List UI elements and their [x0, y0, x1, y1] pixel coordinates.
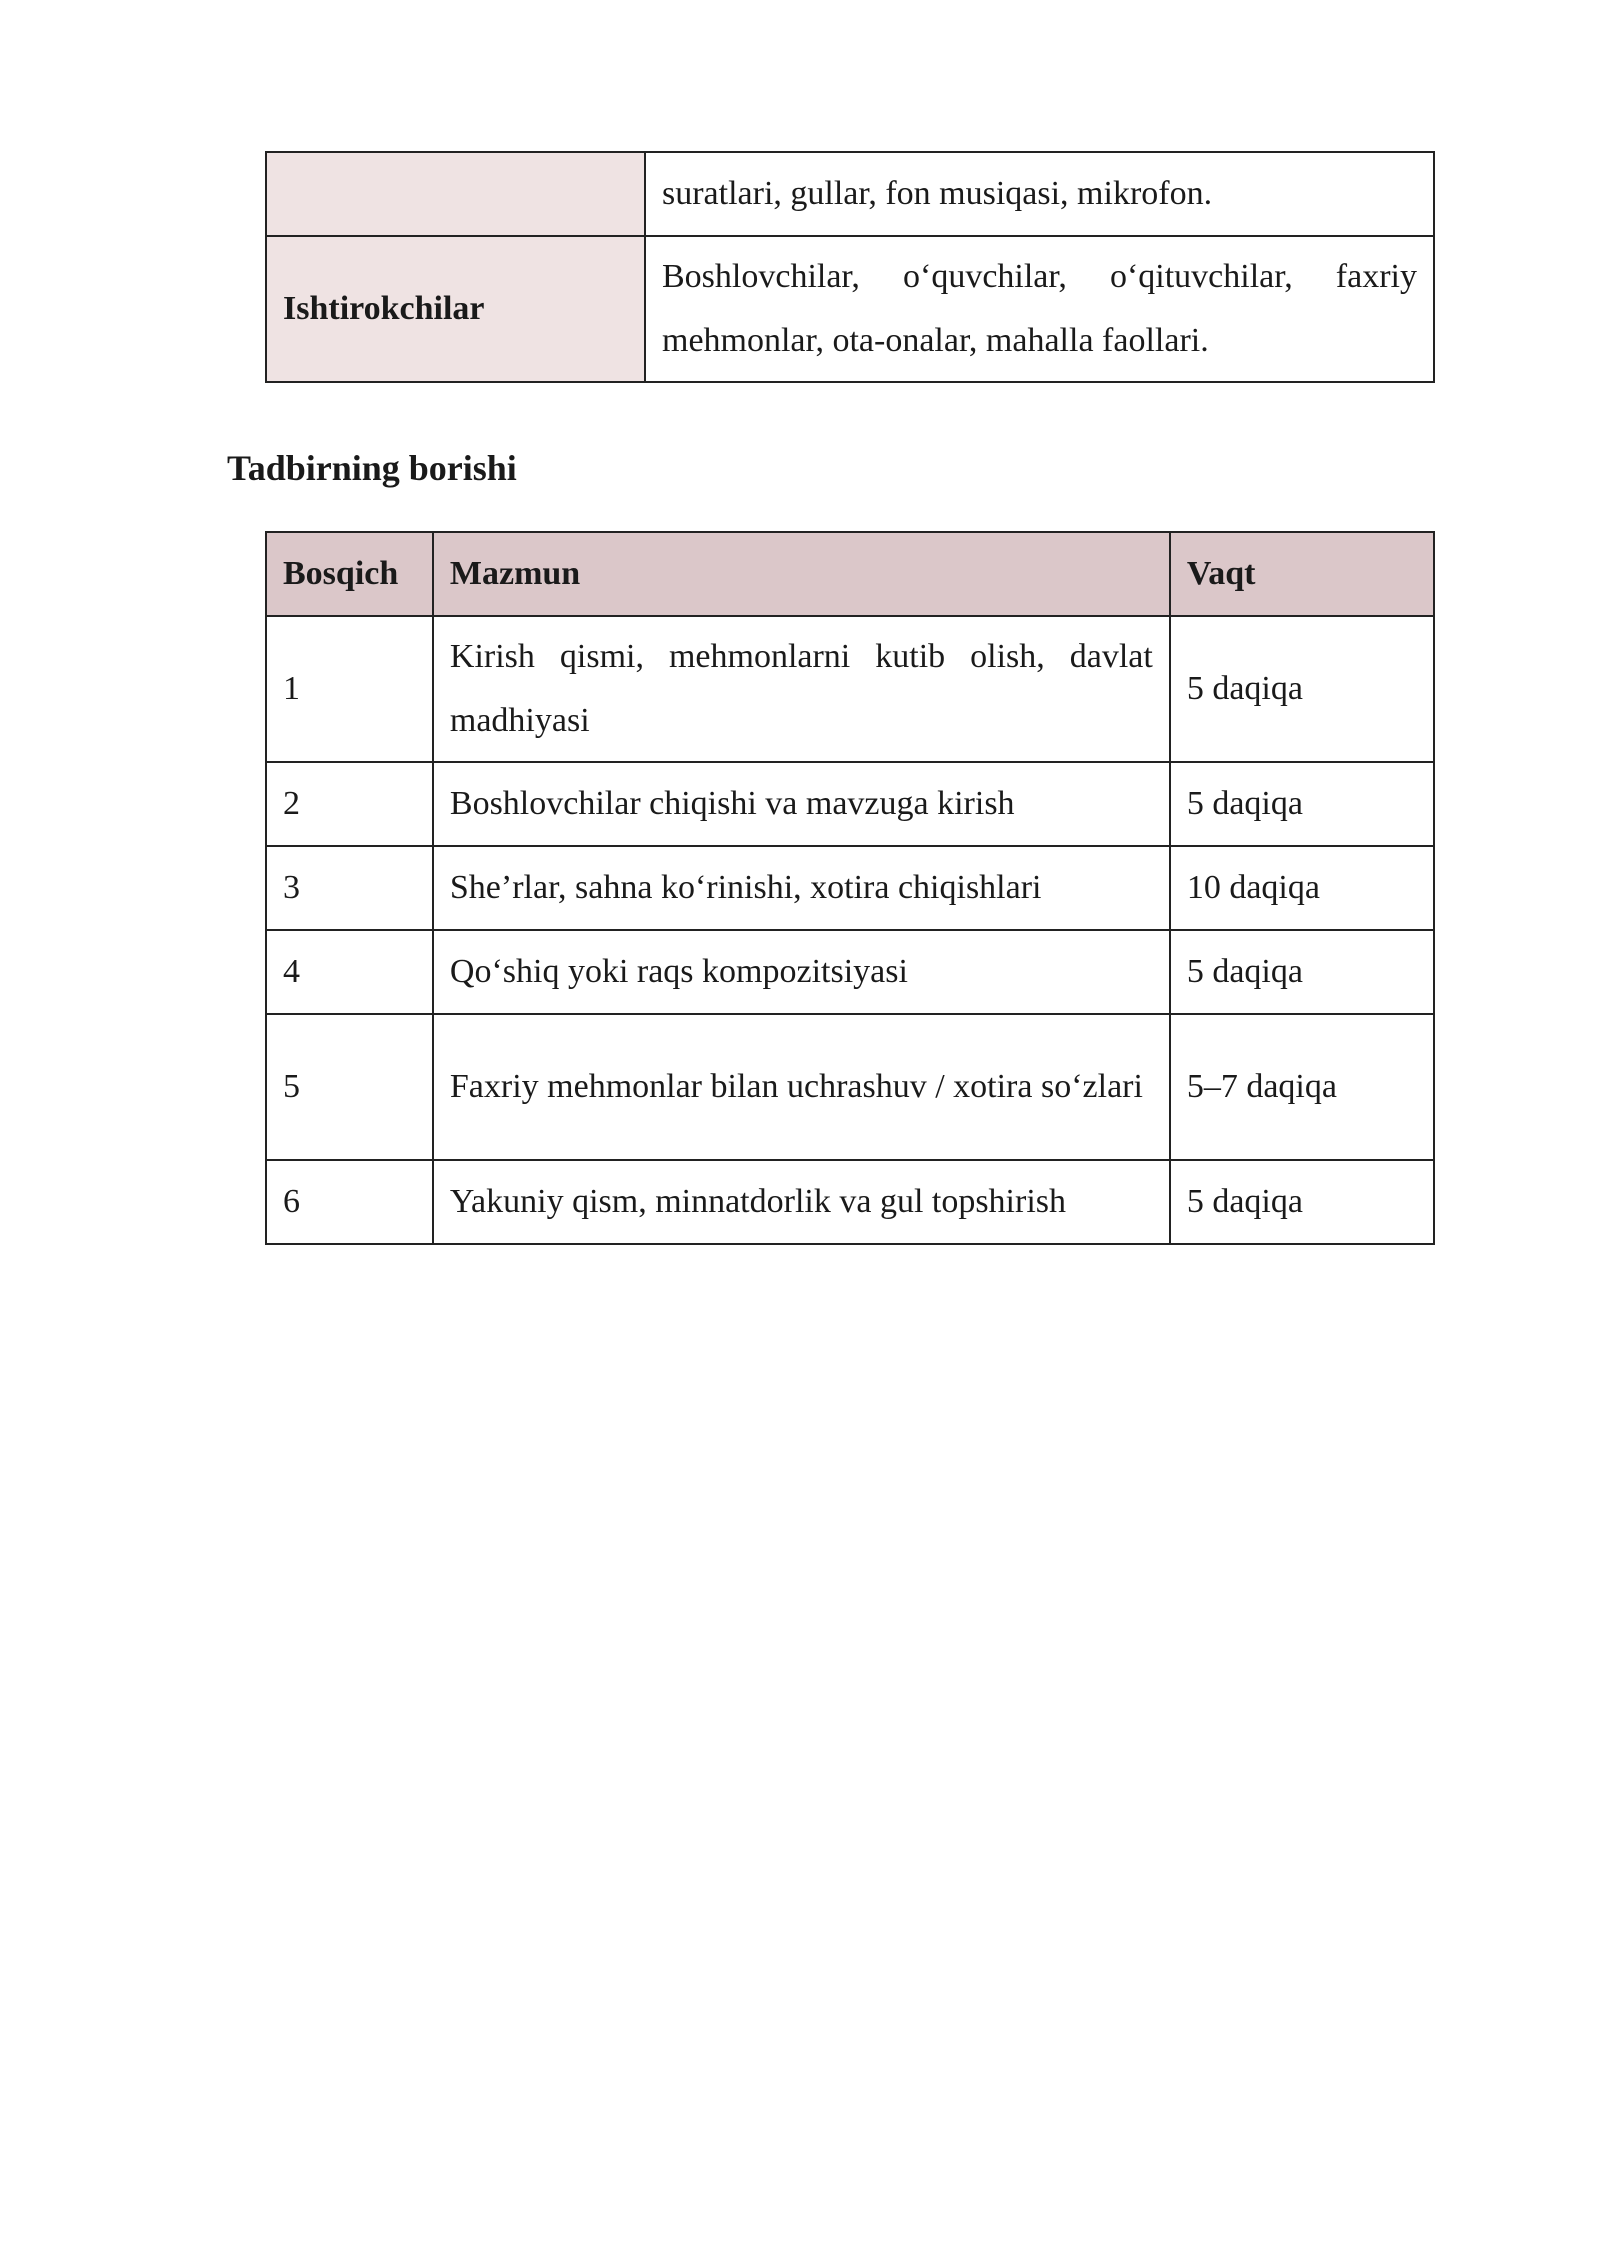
info-label-cell: Ishtirokchilar — [266, 236, 645, 382]
section-heading: Tadbirning borishi — [227, 448, 517, 488]
stage-cell: 4 — [266, 930, 433, 1014]
stage-cell: 3 — [266, 846, 433, 930]
info-value-cell — [645, 236, 1434, 382]
table-row — [266, 1160, 1434, 1244]
content-cell: Kirish qismi, mehmonlarni kutib olish, davlat madhiyasi — [433, 616, 1170, 762]
time-cell: 10 daqiqa — [1170, 846, 1434, 930]
time-cell: 5 daqiqa — [1170, 1160, 1434, 1244]
column-header-time: Vaqt — [1170, 532, 1434, 616]
table-row — [266, 152, 1434, 236]
table-row — [266, 1014, 1434, 1160]
table-row — [266, 846, 1434, 930]
table-row — [266, 762, 1434, 846]
content-cell: Qo‘shiq yoki raqs kompozitsiyasi — [433, 930, 1170, 1014]
content-cell: Faxriy mehmonlar bilan uchrashuv / xotira so‘zlari — [433, 1014, 1170, 1160]
content-cell: She’rlar, sahna ko‘rinishi, xotira chiqishlari — [433, 846, 1170, 930]
info-value-cell: suratlari, gullar, fon musiqasi, mikrofon. — [645, 152, 1434, 236]
stage-cell: 1 — [266, 616, 433, 762]
stage-cell: 2 — [266, 762, 433, 846]
stage-cell: 5 — [266, 1014, 433, 1160]
stage-cell: 6 — [266, 1160, 433, 1244]
header-row — [266, 532, 1434, 616]
info-table — [265, 151, 1435, 383]
info-label-cell — [266, 152, 645, 236]
table-row — [266, 236, 1434, 382]
content-cell: Boshlovchilar chiqishi va mavzuga kirish — [433, 762, 1170, 846]
time-cell: 5–7 daqiqa — [1170, 1014, 1434, 1160]
table-row — [266, 616, 1434, 762]
time-cell: 5 daqiqa — [1170, 762, 1434, 846]
column-header-stage: Bosqich — [266, 532, 433, 616]
column-header-content: Mazmun — [433, 532, 1170, 616]
info-value-line: mehmonlar, ota-onalar, mahalla faollari. — [662, 322, 1209, 359]
content-cell: Yakuniy qism, minnatdorlik va gul topshirish — [433, 1160, 1170, 1244]
info-value-line: Boshlovchilar, o‘quvchilar, o‘qituvchilar, faxriy — [662, 258, 1417, 295]
time-cell: 5 daqiqa — [1170, 616, 1434, 762]
steps-table — [265, 531, 1435, 1245]
table-row — [266, 930, 1434, 1014]
time-cell: 5 daqiqa — [1170, 930, 1434, 1014]
